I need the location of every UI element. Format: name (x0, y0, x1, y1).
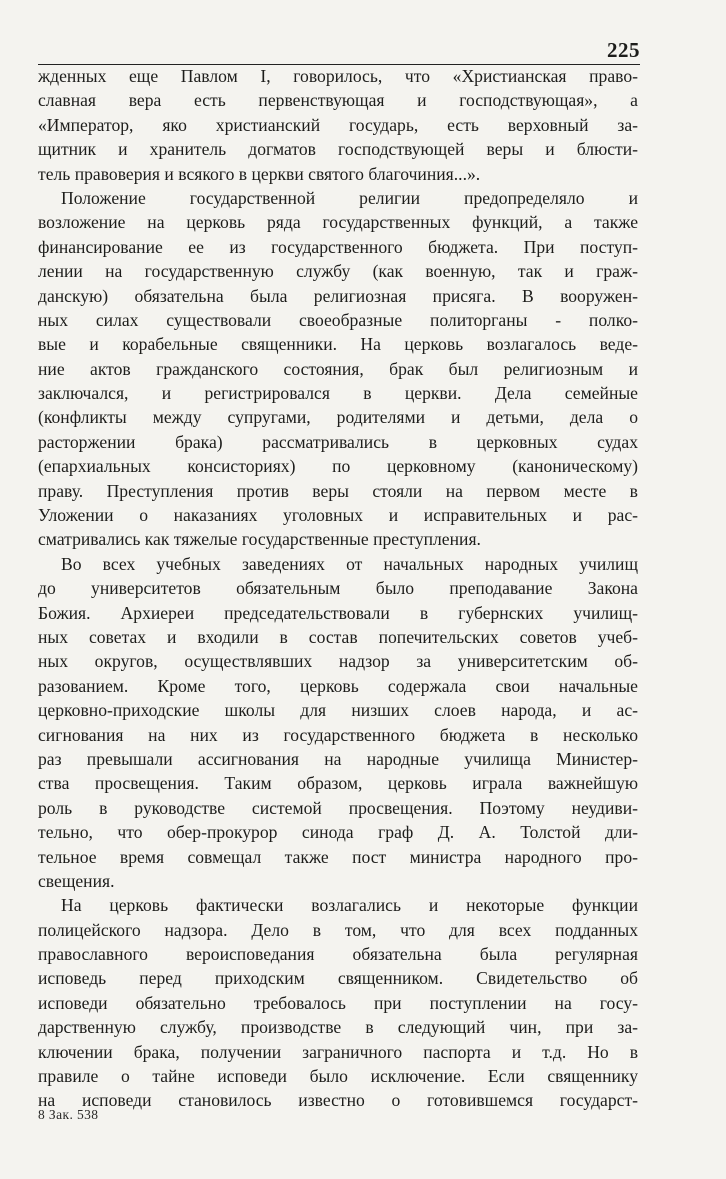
text-line: до университетов обязательным было преподавание Закона (38, 578, 638, 599)
paragraph-state-religion (38, 186, 638, 552)
text-line: тель правоверия и всякого в церкви святого благочиния...». (38, 163, 481, 184)
text-line: свещения. (38, 870, 115, 891)
text-line: на исповеди становилось известно о готовившемся государст- (38, 1090, 638, 1111)
text-line: разованием. Кроме того, церковь содержала свои начальные (38, 675, 638, 696)
text-line: славная вера есть первенствующая и господствующая», а (38, 90, 638, 111)
text-line: сматривались как тяжелые государственные преступления. (38, 529, 481, 550)
text-line: дарственную службу, производстве в следующий чин, при за- (38, 1017, 638, 1038)
text-line: вые и корабельные священники. На церковь возлагалось веде- (38, 334, 638, 355)
text-line: тельно, что обер-прокурор синода граф Д. А. Толстой дли- (38, 822, 638, 843)
text-line: праву. Преступления против веры стояли на первом месте в (38, 480, 638, 501)
text-line: финансирование ее из государственного бюджета. При поступ- (38, 236, 638, 257)
text-line: исповедь перед приходским священником. Свидетельство об (38, 968, 638, 989)
text-line: возложение на церковь ряда государственных функций, а также (38, 212, 638, 233)
text-line: ние актов гражданского состояния, брак был религиозным и (38, 358, 638, 379)
text-line: исповеди обязательно требовалось при поступлении на госу- (38, 992, 638, 1013)
text-line: (конфликты между супругами, родителями и детьми, дела о (38, 407, 638, 428)
paragraph-continuation (38, 64, 638, 186)
text-line: церковно-приходские школы для низших слоев народа, и ас- (38, 700, 638, 721)
text-line: сигнования на них из государственного бюджета в несколько (38, 724, 638, 745)
text-line: данскую) обязательна была религиозная присяга. В вооружен- (38, 285, 638, 306)
text-line: «Император, яко христианский государь, есть верховный за- (38, 114, 638, 135)
body-text (38, 64, 638, 1113)
text-line: Во всех учебных заведениях от начальных народных училищ (61, 553, 638, 574)
text-line: заключался, и регистрировался в церкви. Дела семейные (38, 383, 638, 404)
text-line: жденных еще Павлом I, говорилось, что «Христианская право- (38, 66, 638, 86)
page-number: 225 (607, 38, 640, 62)
paragraph-education (38, 552, 638, 893)
text-line: Уложении о наказаниях уголовных и исправительных и рас- (38, 505, 638, 526)
text-line: щитник и хранитель догматов господствующей веры и блюсти- (38, 139, 638, 160)
text-line: полицейского надзора. Дело в том, что для всех подданных (38, 919, 638, 940)
text-line: Положение государственной религии предопределяло и (61, 187, 638, 208)
text-line: лении на государственную службу (как военную, так и граж- (38, 261, 638, 282)
text-line: православного вероисповедания обязательна была регулярная (38, 944, 638, 965)
paragraph-police-supervision (38, 893, 638, 1113)
text-line: роль в руководстве системой просвещения. Поэтому неудиви- (38, 797, 638, 818)
text-line: (епархиальных консисториях) по церковному (каноническому) (38, 456, 638, 477)
text-line: тельное время совмещал также пост министра народного про- (38, 846, 638, 867)
text-line: Божия. Архиереи председательствовали в губернских училищ- (38, 602, 638, 623)
text-line: ных силах существовали своеобразные политорганы - полко- (38, 309, 638, 330)
text-line: ключении брака, получении заграничного паспорта и т.д. Но в (38, 1041, 638, 1062)
text-line: расторжении брака) рассматривались в церковных судах (38, 431, 638, 452)
text-line: ных округов, осуществлявших надзор за университетским об- (38, 651, 638, 672)
text-line: На церковь фактически возлагались и некоторые функции (61, 895, 638, 916)
text-line: ства просвещения. Таким образом, церковь играла важнейшую (38, 773, 638, 794)
printer-signature: 8 Зак. 538 (38, 1107, 99, 1122)
text-line: ных советах и входили в состав попечительских советов учеб- (38, 626, 638, 647)
text-line: раз превышали ассигнования на народные училища Министер- (38, 748, 638, 769)
text-line: правиле о тайне исповеди было исключение. Если священнику (38, 1066, 638, 1087)
